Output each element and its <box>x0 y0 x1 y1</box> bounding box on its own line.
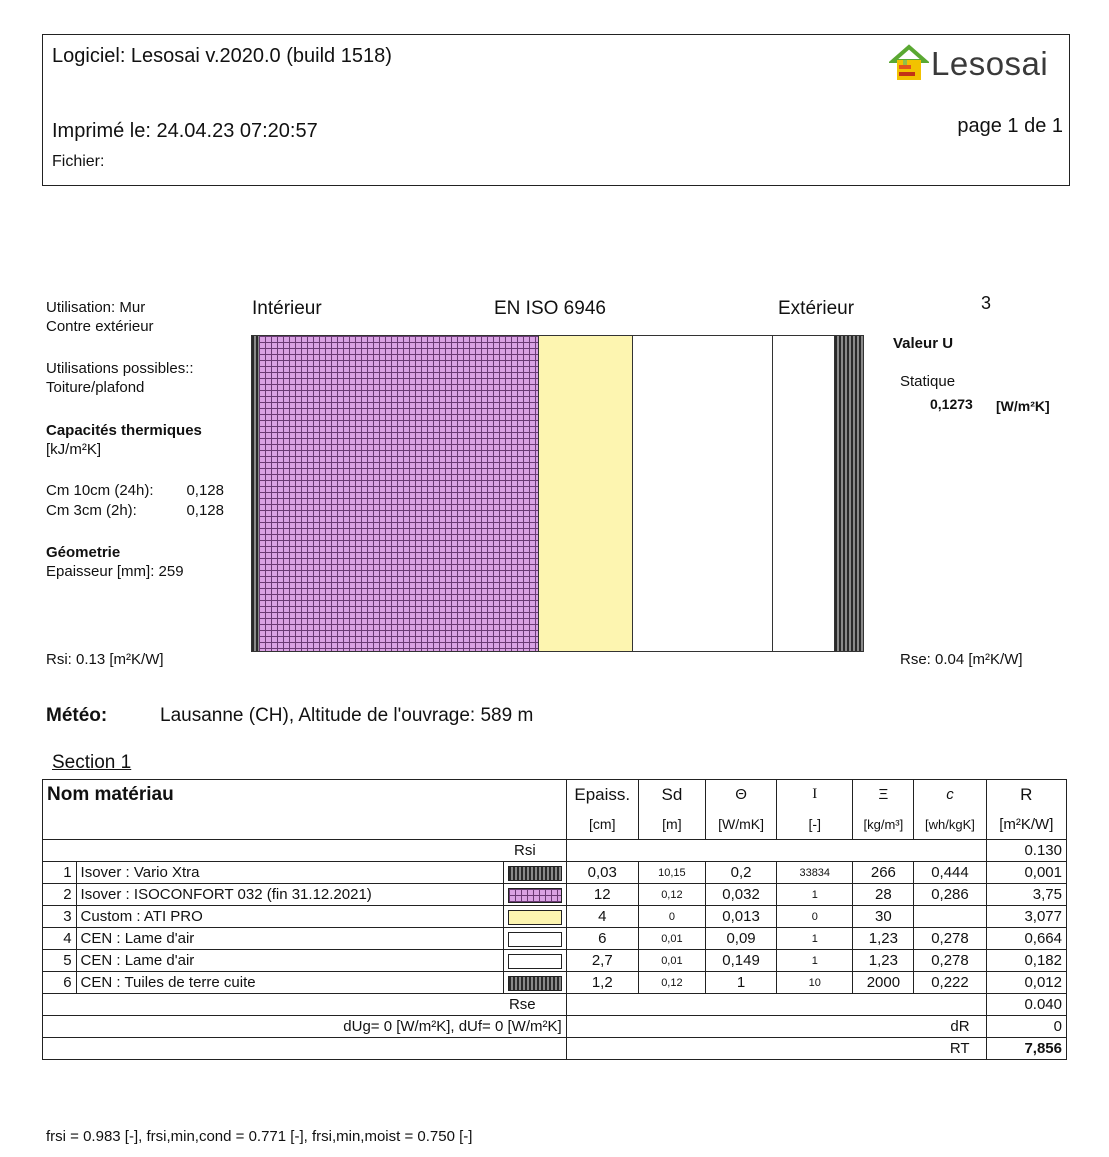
page-number: page 1 de 1 <box>957 115 1063 137</box>
contre-exterieur: Contre extérieur <box>46 318 154 335</box>
cell-r: 3,077 <box>986 906 1066 928</box>
cell-c: 0,286 <box>914 884 986 906</box>
unit-xi: [kg/m³] <box>853 810 914 840</box>
cell-r: 0,664 <box>986 928 1066 950</box>
cell-c: 0,278 <box>914 928 986 950</box>
file-label: Fichier: <box>52 153 105 170</box>
material-swatch <box>503 906 566 928</box>
cell-epaiss: 12 <box>566 884 638 906</box>
material-name: CEN : Lame d'air <box>76 928 503 950</box>
table-row <box>43 906 1067 928</box>
cell-xi: 1,23 <box>853 950 914 972</box>
header-epaiss: Epaiss. <box>566 780 638 810</box>
row-number: 2 <box>43 884 77 906</box>
exterior-label: Extérieur <box>778 298 855 319</box>
thickness: Epaisseur [mm]: 259 <box>46 563 184 580</box>
cm-values <box>46 481 236 521</box>
table-row <box>43 928 1067 950</box>
cell-i: 0 <box>777 906 853 928</box>
cell-r: 0,001 <box>986 862 1066 884</box>
cell-sd: 0,01 <box>638 928 705 950</box>
cell-epaiss: 6 <box>566 928 638 950</box>
cell-theta: 0,09 <box>705 928 776 950</box>
unit-sd: [m] <box>638 810 705 840</box>
rt-row <box>43 1038 1067 1060</box>
cell-xi: 1,23 <box>853 928 914 950</box>
layer-air-gap-1 <box>633 336 773 651</box>
rse-row-value: 0.040 <box>986 994 1066 1016</box>
cell-xi: 266 <box>853 862 914 884</box>
cell-theta: 1 <box>705 972 776 994</box>
unit-c: [wh/kgK] <box>914 810 986 840</box>
cell-i: 1 <box>777 950 853 972</box>
logo-text: Lesosai <box>931 45 1049 82</box>
document-header <box>42 34 1070 186</box>
cell-epaiss: 0,03 <box>566 862 638 884</box>
material-swatch-icon <box>508 976 562 991</box>
cell-xi: 30 <box>853 906 914 928</box>
cm10-label: Cm 10cm (24h): <box>46 482 154 499</box>
cm3-row <box>46 501 236 521</box>
row-number: 1 <box>43 862 77 884</box>
cell-r: 0,012 <box>986 972 1066 994</box>
material-rows <box>43 862 1067 994</box>
row-number: 6 <box>43 972 77 994</box>
standard-label: EN ISO 6946 <box>494 298 606 319</box>
header-name: Nom matériau <box>43 780 567 840</box>
house-icon <box>889 43 929 83</box>
header-r: R <box>986 780 1066 810</box>
possible-uses-label: Utilisations possibles:: <box>46 360 194 377</box>
cell-i: 10 <box>777 972 853 994</box>
material-name: CEN : Tuiles de terre cuite <box>76 972 503 994</box>
cell-theta: 0,2 <box>705 862 776 884</box>
wall-cross-section <box>251 335 864 652</box>
layer-air-gap-2 <box>773 336 835 651</box>
cell-xi: 2000 <box>853 972 914 994</box>
cell-r: 0,182 <box>986 950 1066 972</box>
header-c: c <box>914 780 986 810</box>
u-value: 0,1273 <box>930 396 973 412</box>
lesosai-logo <box>889 41 1049 85</box>
unit-epaiss: [cm] <box>566 810 638 840</box>
cell-i: 33834 <box>777 862 853 884</box>
thermal-capacities-title: Capacités thermiques <box>46 422 202 439</box>
geometry <box>46 543 184 581</box>
cell-theta: 0,149 <box>705 950 776 972</box>
material-swatch <box>503 884 566 906</box>
rsi-row-label: Rsi <box>43 840 567 862</box>
software-version: Logiciel: Lesosai v.2020.0 (build 1518) <box>52 45 392 67</box>
cell-sd: 0 <box>638 906 705 928</box>
rsi-row <box>43 840 1067 862</box>
rt-label: RT <box>566 1038 986 1060</box>
header-i: I <box>777 780 853 810</box>
row-number: 5 <box>43 950 77 972</box>
header-theta: Θ <box>705 780 776 810</box>
rsi-label: Rsi: 0.13 [m²K/W] <box>46 651 164 668</box>
cm3-label: Cm 3cm (2h): <box>46 502 137 519</box>
table-row <box>43 950 1067 972</box>
table-header-row <box>43 780 1067 810</box>
meteo-label: Météo: <box>46 705 108 726</box>
cell-i: 1 <box>777 884 853 906</box>
print-date: Imprimé le: 24.04.23 07:20:57 <box>52 120 318 142</box>
cell-c: 0,278 <box>914 950 986 972</box>
material-swatch <box>503 928 566 950</box>
frsi-footer: frsi = 0.983 [-], frsi,min,cond = 0.771 [-], frsi,min,moist = 0.750 [-] <box>46 1128 473 1145</box>
header-xi: Ξ <box>853 780 914 810</box>
cell-xi: 28 <box>853 884 914 906</box>
table-row <box>43 862 1067 884</box>
meteo-value: Lausanne (CH), Altitude de l'ouvrage: 589 m <box>160 705 534 726</box>
usage-info <box>46 298 154 336</box>
section-title: Section 1 <box>52 752 132 773</box>
geometry-title: Géometrie <box>46 544 121 561</box>
cell-c: 0,444 <box>914 862 986 884</box>
cell-sd: 10,15 <box>638 862 705 884</box>
cell-sd: 0,12 <box>638 972 705 994</box>
layer-vario-xtra <box>252 336 259 651</box>
dr-label: dR <box>566 1016 986 1038</box>
cell-theta: 0,032 <box>705 884 776 906</box>
material-swatch <box>503 950 566 972</box>
cell-c: 0,222 <box>914 972 986 994</box>
dr-row <box>43 1016 1067 1038</box>
material-swatch-icon <box>508 954 562 969</box>
material-swatch-icon <box>508 866 562 881</box>
unit-r: [m²K/W] <box>986 810 1066 840</box>
cell-theta: 0,013 <box>705 906 776 928</box>
cell-epaiss: 2,7 <box>566 950 638 972</box>
row-number: 4 <box>43 928 77 950</box>
material-swatch <box>503 972 566 994</box>
thermal-capacities <box>46 421 202 459</box>
static-label: Statique <box>900 373 956 390</box>
unit-i: [-] <box>777 810 853 840</box>
rse-row-label: Rse <box>43 994 567 1016</box>
cell-c <box>914 906 986 928</box>
u-value-title: Valeur U <box>893 335 954 352</box>
unit-theta: [W/mK] <box>705 810 776 840</box>
possible-uses <box>46 359 194 397</box>
material-name: Custom : ATI PRO <box>76 906 503 928</box>
thermal-capacities-unit: [kJ/m²K] <box>46 441 101 458</box>
cm3-value: 0,128 <box>186 502 224 519</box>
cell-r: 3,75 <box>986 884 1066 906</box>
utilisation: Utilisation: Mur <box>46 299 146 316</box>
material-name: Isover : Vario Xtra <box>76 862 503 884</box>
cm10-value: 0,128 <box>186 482 224 499</box>
rt-value: 7,856 <box>986 1038 1066 1060</box>
cell-epaiss: 1,2 <box>566 972 638 994</box>
cell-epaiss: 4 <box>566 906 638 928</box>
rse-row <box>43 994 1067 1016</box>
rse-row-empty <box>566 994 986 1016</box>
material-swatch-icon <box>508 932 562 947</box>
dug-duf: dUg= 0 [W/m²K], dUf= 0 [W/m²K] <box>43 1016 567 1038</box>
material-swatch-icon <box>508 910 562 925</box>
table-row <box>43 972 1067 994</box>
diagram-number: 3 <box>981 293 992 313</box>
layer-isoconfort <box>259 336 539 651</box>
rsi-row-value: 0.130 <box>986 840 1066 862</box>
rsi-row-empty <box>566 840 986 862</box>
cm10-row <box>46 481 236 501</box>
interior-label: Intérieur <box>252 298 322 319</box>
material-name: Isover : ISOCONFORT 032 (fin 31.12.2021) <box>76 884 503 906</box>
row-number: 3 <box>43 906 77 928</box>
cell-sd: 0,12 <box>638 884 705 906</box>
header-sd: Sd <box>638 780 705 810</box>
u-value-unit: [W/m²K] <box>996 398 1050 414</box>
rt-row-empty <box>43 1038 567 1060</box>
cell-sd: 0,01 <box>638 950 705 972</box>
materials-table <box>42 779 1067 1060</box>
possible-uses-value: Toiture/plafond <box>46 379 145 396</box>
material-swatch-icon <box>508 888 562 903</box>
material-swatch <box>503 862 566 884</box>
dr-value: 0 <box>986 1016 1066 1038</box>
cell-i: 1 <box>777 928 853 950</box>
table-row <box>43 884 1067 906</box>
rse-label: Rse: 0.04 [m²K/W] <box>900 651 1023 668</box>
layer-ati-pro <box>539 336 633 651</box>
layer-tuiles <box>835 336 863 651</box>
material-name: CEN : Lame d'air <box>76 950 503 972</box>
